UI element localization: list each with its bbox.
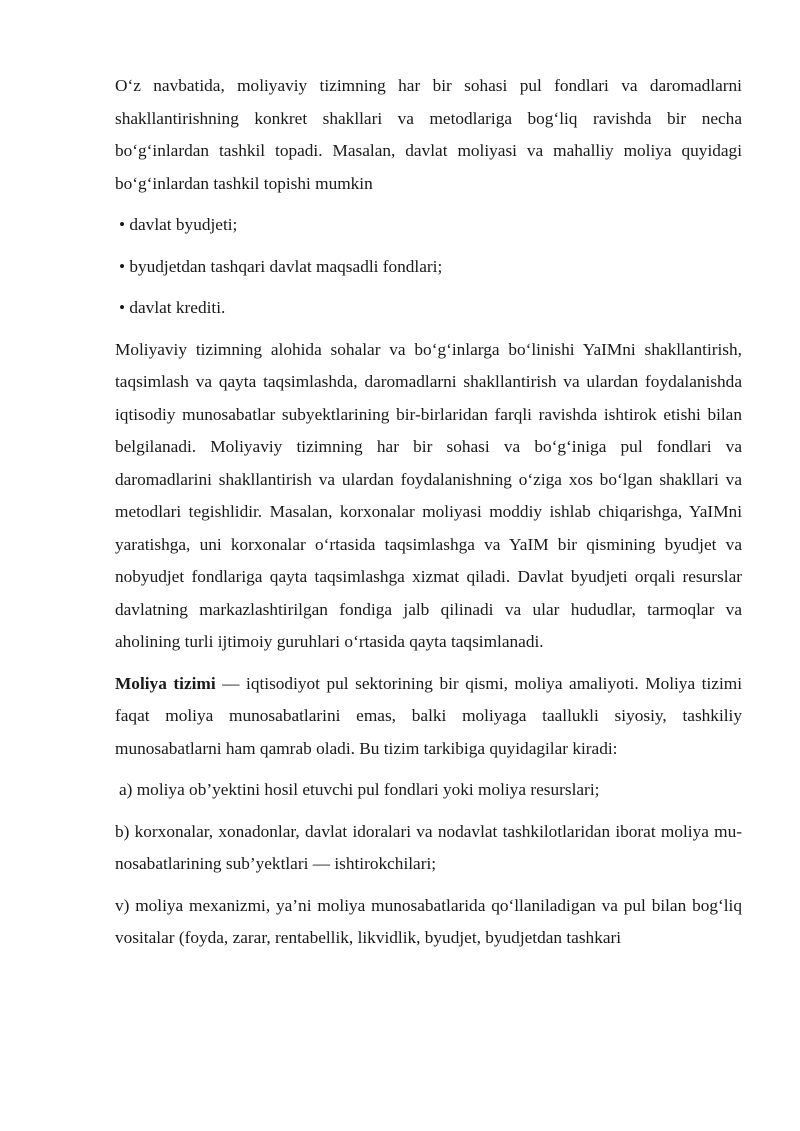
bullet-item-3: • davlat krediti. [119, 298, 226, 317]
paragraph-3 [115, 668, 742, 766]
list-item-a: a) moliya ob’yektini hosil etuvchi pul fondlari yoki moliya resurslari; [119, 780, 600, 799]
paragraph-1: O‘z navbatida, moliyaviy tizimning har bir sohasi pul fondlari va daromadlarni shakllantirishning konkret shakllari va metodlariga bog‘liq ravishda bir necha bo‘g‘inlardan tashkil topadi. Masalan, davlat moliyasi va mahalliy moliya quyidagi bo‘g‘inlardan tashkil topishi mumkin [115, 76, 742, 193]
document-body [115, 70, 742, 964]
term-moliya-tizimi: Moliya tizimi [115, 673, 216, 693]
bullet-item-1: • davlat byudjeti; [119, 215, 238, 234]
paragraph-2: Moliyaviy tizimning alohida sohalar va bo‘g‘inlarga bo‘linishi YaIMni shakllantirish, taqsimlash va qayta taqsimlashda, daromadlarni shakllantirish va ulardan foydalanishda iqtisodiy munosabatlar subyektlarining bir-birlaridan farqli ravishda ishtirok etishi bilan belgilanadi. Moliyaviy tizimning har bir sohasi va bo‘g‘iniga pul fondlari va daromadlarini shakllantirish va ulardan foydalanishning o‘ziga xos bo‘lgan shakllari va metodlari tegishlidir. Masalan, korxonalar moliyasi moddiy ishlab chiqarishga, YaIMni yaratishga, uni korxonalar o‘rtasida taqsimlashga va YaIM bir qismining byudjet va nobyudjet fondlariga qayta taqsimlashga xizmat qiladi. Davlat byudjeti orqali resurslar davlatning markazlashtirilgan fondiga jalb qilinadi va ular hududlar, tarmoqlar va aholining turli ijtimoiy guruhlari o‘rtasida qayta taqsimlanadi. [115, 339, 742, 651]
bullet-item-2: • byudjetdan tashqari davlat maqsadli fondlari; [119, 256, 443, 276]
paragraph-3-text: — iqtisodiyot pul sektorining bir qismi, moliya amaliyoti. Moliya tizimi faqat moliya munosabatlarini emas, balki moliyaga taallukli siyosiy, tashkiliy munosabatlarni ham qamrab oladi. Bu tizim tarkibiga quyidagilar kiradi: [115, 673, 742, 758]
list-item-v: v) moliya mexanizmi, ya’ni moliya munosabatlarida qo‘llaniladigan va pul bilan bog‘liq vositalar (foyda, zarar, rentabellik, likvidlik, byudjet, byudjetdan tashkari [115, 895, 742, 947]
list-item-b: b) korxonalar, xonadonlar, davlat idoralari va nodavlat tashkilotlaridan iborat moliya mu-nosabatlarining sub’yektlari — ishtirokchilari; [115, 821, 742, 873]
